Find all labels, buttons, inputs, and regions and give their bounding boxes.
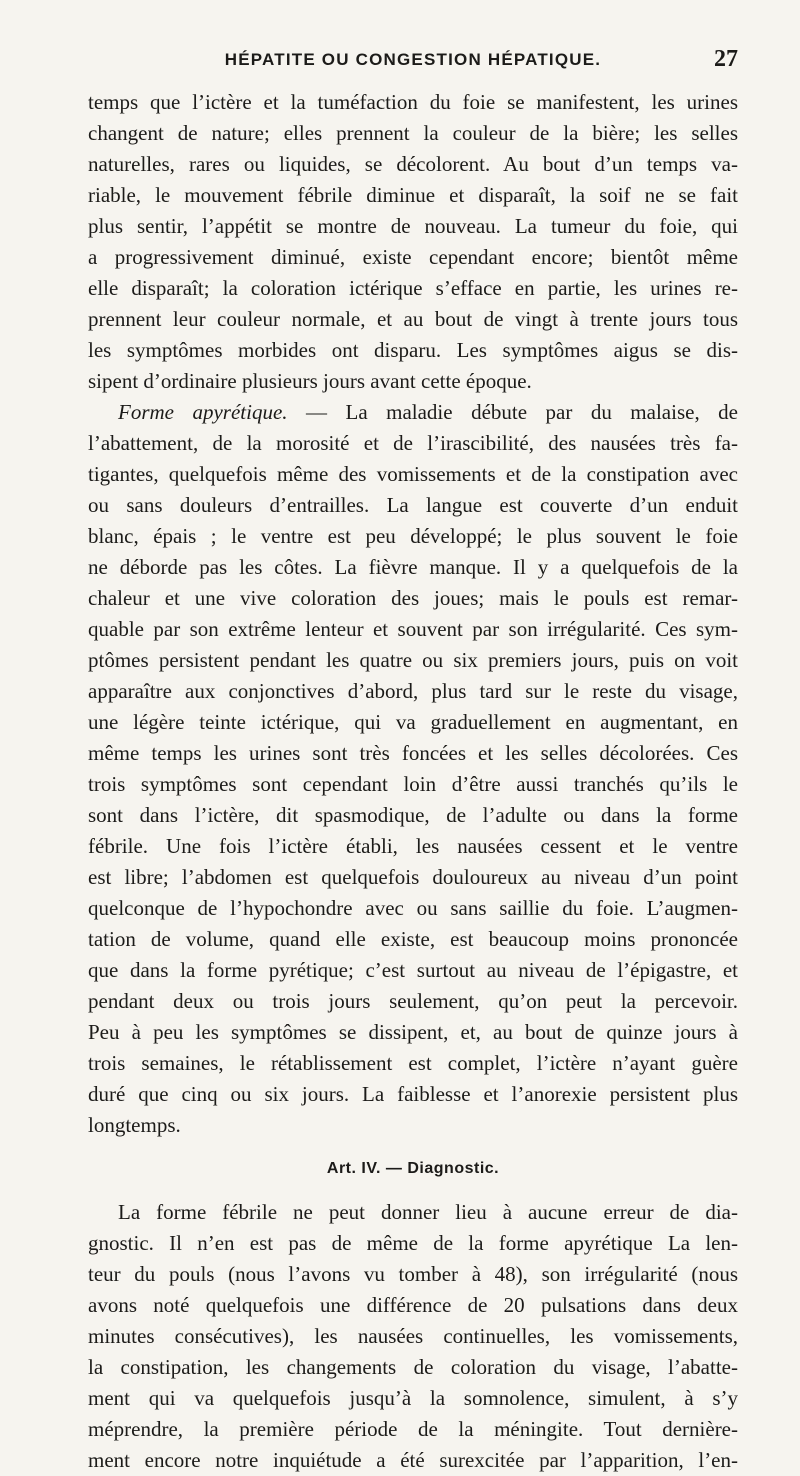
text-line: blanc, épais ; le ventre est peu développé; le plus souvent le foie	[88, 524, 738, 548]
text-line: sont dans l’ictère, dit spasmodique, de l’adulte ou dans la forme	[88, 803, 738, 827]
paragraph-continuation	[88, 87, 738, 397]
text-line: quable par son extrême lenteur et souvent par son irrégularité. Ces sym-	[88, 617, 738, 641]
text-block	[88, 87, 738, 1476]
text-line: ment encore notre inquiétude a été surexcitée par l’apparition, l’en-	[88, 1448, 738, 1472]
text-line: sipent d’ordinaire plusieurs jours avant cette époque.	[88, 369, 532, 393]
text-line	[88, 397, 738, 428]
text-line: plus sentir, l’appétit se montre de nouveau. La tumeur du foie, qui	[88, 214, 738, 238]
apyretic-form-intro: — La maladie débute par du malaise, de	[287, 400, 738, 424]
text-line: tigantes, quelquefois même des vomissements et de la constipation avec	[88, 462, 738, 486]
text-line: quelconque de l’hypochondre avec ou sans saillie du foie. L’augmen-	[88, 896, 738, 920]
text-line: trois semaines, le rétablissement est complet, l’ictère n’ayant guère	[88, 1051, 738, 1075]
text-line: minutes consécutives), les nausées continuelles, les vomissements,	[88, 1324, 738, 1348]
apyretic-form-heading: Forme apyrétique.	[118, 400, 288, 424]
text-line: ne déborde pas les côtes. La fièvre manque. Il y a quelquefois de la	[88, 555, 738, 579]
text-line: naturelles, rares ou liquides, se décolorent. Au bout d’un temps va-	[88, 152, 738, 176]
text-line: méprendre, la première période de la méningite. Tout dernière-	[88, 1417, 738, 1441]
text-line: ou sans douleurs d’entrailles. La langue est couverte d’un enduit	[88, 493, 738, 517]
text-line: elle disparaît; la coloration ictérique s’efface en partie, les urines re-	[88, 276, 738, 300]
text-line: apparaître aux conjonctives d’abord, plus tard sur le reste du visage,	[88, 679, 738, 703]
text-line: trois symptômes sont cependant loin d’être aussi tranchés qu’ils le	[88, 772, 738, 796]
text-line: une légère teinte ictérique, qui va graduellement en augmentant, en	[88, 710, 738, 734]
text-line: La forme fébrile ne peut donner lieu à aucune erreur de dia-	[118, 1200, 738, 1224]
text-line: teur du pouls (nous l’avons vu tomber à 48), son irrégularité (nous	[88, 1262, 738, 1286]
text-line: les symptômes morbides ont disparu. Les symptômes aigus se dis-	[88, 338, 738, 362]
text-line: temps que l’ictère et la tuméfaction du foie se manifestent, les urines	[88, 90, 738, 114]
text-line: fébrile. Une fois l’ictère établi, les nausées cessent et le ventre	[88, 834, 738, 858]
text-line: gnostic. Il n’en est pas de même de la forme apyrétique La len-	[88, 1231, 738, 1255]
running-title: HÉPATITE OU CONGESTION HÉPATIQUE.	[224, 50, 602, 69]
text-line: avons noté quelquefois une différence de 20 pulsations dans deux	[88, 1293, 738, 1317]
text-line: ptômes persistent pendant les quatre ou six premiers jours, puis on voit	[88, 648, 738, 672]
text-line: tation de volume, quand elle existe, est beaucoup moins prononcée	[88, 927, 738, 951]
text-line: Peu à peu les symptômes se dissipent, et, au bout de quinze jours à	[88, 1020, 738, 1044]
text-line: changent de nature; elles prennent la couleur de la bière; les selles	[88, 121, 738, 145]
text-line: longtemps.	[88, 1113, 181, 1137]
section-heading: Art. IV. — Diagnostic.	[326, 1160, 500, 1177]
paragraph-diagnosis	[88, 1197, 738, 1476]
text-line: l’abattement, de la morosité et de l’irascibilité, des nausées très fa-	[88, 431, 738, 455]
text-line: la constipation, les changements de coloration du visage, l’abatte-	[88, 1355, 738, 1379]
text-line: a progressivement diminué, existe cependant encore; bientôt même	[88, 245, 738, 269]
text-line: chaleur et une vive coloration des joues; mais le pouls est remar-	[88, 586, 738, 610]
text-line: ment qui va quelquefois jusqu’à la somnolence, simulent, à s’y	[88, 1386, 738, 1410]
text-line: pendant deux ou trois jours seulement, qu’on peut la percevoir.	[88, 989, 738, 1013]
page-number: 27	[714, 46, 738, 72]
text-line: que dans la forme pyrétique; c’est surtout au niveau de l’épigastre, et	[88, 958, 738, 982]
text-line: même temps les urines sont très foncées et les selles décolorées. Ces	[88, 741, 738, 765]
text-line: prennent leur couleur normale, et au bout de vingt à trente jours tous	[88, 307, 738, 331]
text-line: riable, le mouvement fébrile diminue et disparaît, la soif ne se fait	[88, 183, 738, 207]
text-line: duré que cinq ou six jours. La faiblesse et l’anorexie persistent plus	[88, 1082, 738, 1106]
paragraph-apyretic-form	[88, 397, 738, 1141]
text-line: est libre; l’abdomen est quelquefois douloureux au niveau d’un point	[88, 865, 738, 889]
running-head	[88, 46, 738, 82]
